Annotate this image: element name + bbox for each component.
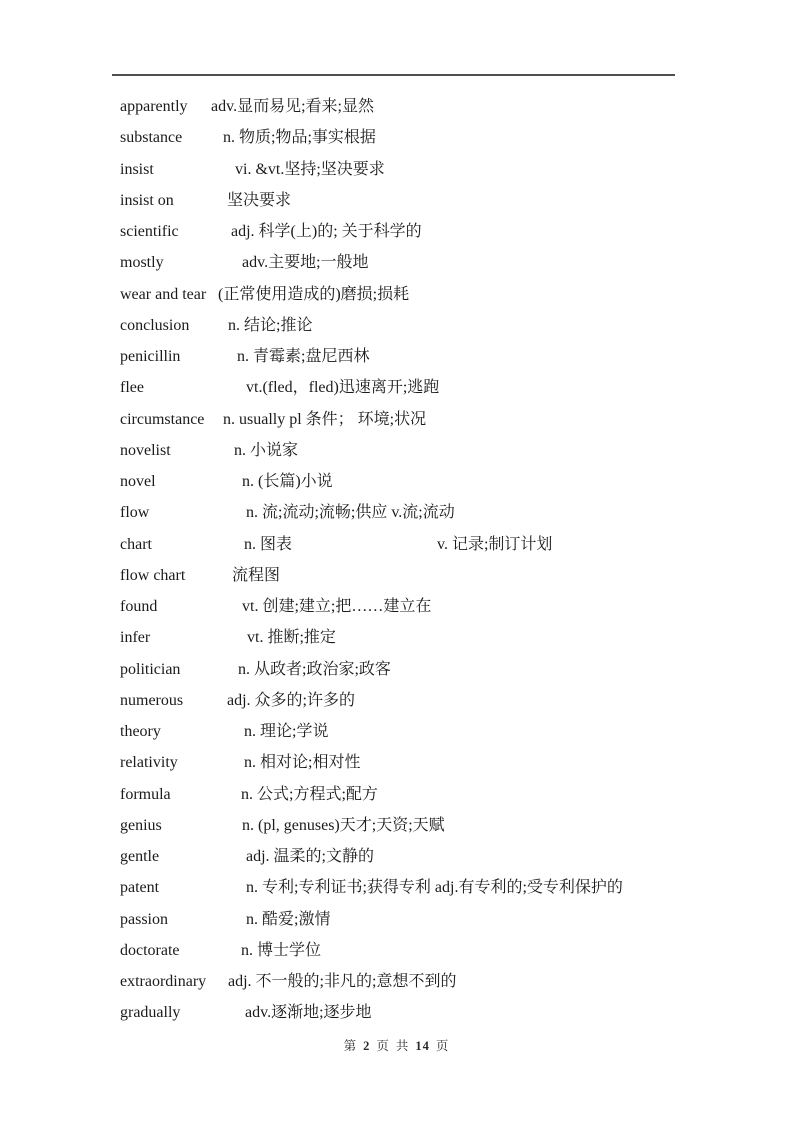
english-word: wear and tear: [120, 285, 207, 303]
vocab-entry: [120, 904, 780, 935]
vocab-entry: [120, 685, 780, 716]
english-word: extraordinary: [120, 973, 207, 990]
english-word: insist on: [120, 191, 174, 209]
vocab-entry: [120, 279, 780, 310]
chinese-definition: 流程图: [232, 566, 281, 584]
english-word: formula: [120, 785, 171, 803]
english-word: insist: [120, 160, 154, 178]
vocab-entry: [120, 747, 780, 778]
chinese-definition: n. 专利;专利证书;获得专利 adj.有专利的;受专利保护的: [246, 879, 623, 897]
chinese-definition: vt. 推断;推定: [247, 629, 336, 647]
chinese-definition: n. 理论;学说: [244, 723, 329, 740]
english-word: genius: [120, 816, 162, 834]
english-word: apparently: [120, 98, 188, 115]
vocab-entry: [120, 779, 780, 810]
english-word: scientific: [120, 223, 179, 240]
footer-prefix: 第: [343, 1039, 358, 1053]
vocab-entry: [120, 216, 780, 247]
vocab-entry: [120, 872, 780, 903]
chinese-definition: adv.主要地;一般地: [242, 254, 369, 272]
footer-page-number: 2: [363, 1039, 371, 1053]
english-word: flee: [120, 379, 144, 397]
english-word: mostly: [120, 254, 164, 272]
chinese-definition: n. 相对论;相对性: [244, 754, 361, 772]
english-word: chart: [120, 535, 152, 553]
page-footer: [0, 1036, 793, 1054]
chinese-definition: n. (长篇)小说: [242, 473, 333, 490]
vocab-entry: [120, 247, 780, 278]
vocab-entry: [120, 654, 780, 685]
chinese-definition: n. 物质;物品;事实根据: [223, 129, 376, 147]
english-word: doctorate: [120, 941, 180, 959]
english-word: flow chart: [120, 566, 186, 584]
chinese-definition: adv.显而易见;看来;显然: [211, 98, 374, 115]
vocab-entry: [120, 716, 780, 747]
chinese-definition: adj. 不一般的;非凡的;意想不到的: [228, 973, 457, 990]
vocabulary-list: [120, 91, 780, 1029]
english-word: relativity: [120, 754, 178, 772]
vocab-entry: [120, 935, 780, 966]
chinese-definition: (正常使用造成的)磨损;损耗: [218, 285, 410, 303]
english-word: infer: [120, 629, 151, 647]
chinese-definition: n. 博士学位: [241, 941, 322, 959]
chinese-definition: n. 结论;推论: [228, 316, 313, 334]
english-word: theory: [120, 723, 161, 740]
english-word: substance: [120, 129, 183, 147]
vocab-entry: [120, 591, 780, 622]
vocab-entry: [120, 185, 780, 216]
vocab-entry: [120, 497, 780, 528]
vocab-entry: [120, 91, 780, 122]
footer-label-of: 共: [395, 1039, 410, 1053]
vocab-entry: [120, 841, 780, 872]
chinese-definition: vt. 创建;建立;把……建立在: [242, 598, 432, 615]
vocab-entry: [120, 310, 780, 341]
vocab-entry: [120, 622, 780, 653]
english-word: penicillin: [120, 348, 181, 365]
english-word: politician: [120, 660, 181, 678]
chinese-definition: adj. 温柔的;文静的: [246, 848, 374, 865]
chinese-definition: n. 流;流动;流畅;供应 v.流;流动: [246, 504, 455, 522]
chinese-definition: adv.逐渐地;逐步地: [245, 1004, 372, 1022]
vocab-entry: [120, 372, 780, 403]
english-word: gradually: [120, 1004, 181, 1022]
chinese-definition: 坚决要求: [227, 191, 292, 209]
vocab-entry: [120, 435, 780, 466]
english-word: conclusion: [120, 316, 190, 334]
vocab-entry: [120, 966, 780, 997]
chinese-definition: vt.(fled，fled)迅速离开;逃跑: [246, 379, 440, 397]
chinese-definition: vi. &vt.坚持;坚决要求: [235, 160, 385, 178]
chinese-definition: n. 图表: [244, 535, 293, 553]
english-word: circumstance: [120, 410, 205, 428]
header-rule: [112, 74, 675, 76]
chinese-definition: n. 公式;方程式;配方: [241, 785, 378, 803]
vocab-entry: [120, 122, 780, 153]
chinese-definition: n. (pl, genuses)天才;天资;天赋: [242, 816, 445, 834]
chinese-definition: adj. 众多的;许多的: [227, 691, 355, 709]
chinese-definition: n. 从政者;政治家;政客: [238, 660, 391, 678]
vocab-entry: [120, 154, 780, 185]
english-word: numerous: [120, 691, 184, 709]
english-word: patent: [120, 879, 160, 897]
vocab-entry: [120, 529, 780, 560]
english-word: found: [120, 598, 158, 615]
chinese-definition: n. 酷爱;激情: [246, 910, 331, 928]
english-word: novelist: [120, 441, 171, 459]
chinese-definition: n. 青霉素;盘尼西林: [237, 348, 370, 365]
english-word: flow: [120, 504, 150, 522]
chinese-definition: n. 小说家: [234, 441, 299, 459]
chinese-definition-secondary: v. 记录;制订计划: [437, 535, 553, 553]
vocab-entry: [120, 404, 780, 435]
vocab-entry: [120, 341, 780, 372]
vocab-entry: [120, 810, 780, 841]
english-word: novel: [120, 473, 156, 490]
english-word: passion: [120, 910, 168, 928]
footer-label-page-end: 页: [435, 1039, 450, 1053]
vocab-entry: [120, 466, 780, 497]
english-word: gentle: [120, 848, 160, 865]
vocab-entry: [120, 560, 780, 591]
footer-total-pages: 14: [415, 1039, 430, 1053]
chinese-definition: n. usually pl 条件； 环境;状况: [223, 410, 427, 428]
footer-label-page: 页: [376, 1039, 390, 1053]
chinese-definition: adj. 科学(上)的; 关于科学的: [231, 223, 422, 240]
vocab-entry: [120, 997, 780, 1028]
